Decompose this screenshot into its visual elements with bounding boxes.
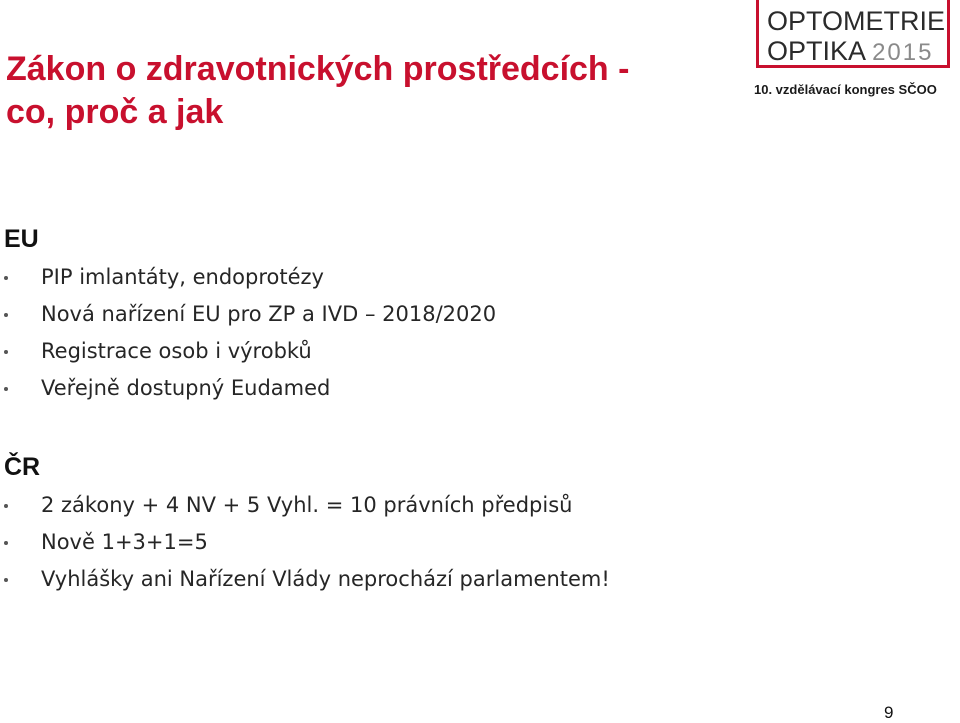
cr-bullet-text: Nově 1+3+1=5 xyxy=(41,530,208,554)
slide-title-line-1: Zákon o zdravotnických prostředcích - xyxy=(6,50,630,88)
bullet-dot-icon xyxy=(4,541,8,545)
logo-word-optika: OPTIKA xyxy=(767,36,865,66)
slide-title-line-2: co, proč a jak xyxy=(6,93,224,131)
logo-frame xyxy=(756,0,950,68)
eu-bullet-text: Nová nařízení EU pro ZP a IVD – 2018/2020 xyxy=(41,302,497,326)
eu-bullet-text: Registrace osob i výrobků xyxy=(41,339,312,363)
cr-bullet-item xyxy=(0,527,610,564)
eu-bullet-item xyxy=(0,373,496,410)
eu-section-heading: EU xyxy=(4,225,39,253)
cr-section-heading: ČR xyxy=(4,453,41,481)
eu-bullet-text: PIP imlantáty, endoprotézy xyxy=(41,265,324,289)
logo-line-optika xyxy=(767,36,933,68)
cr-bullet-item xyxy=(0,490,610,527)
bullet-dot-icon xyxy=(4,578,8,582)
cr-bullet-text: Vyhlášky ani Nařízení Vlády neprochází parlamentem! xyxy=(41,567,610,591)
eu-bullet-item xyxy=(0,336,496,373)
bullet-dot-icon xyxy=(4,350,8,354)
cr-bullet-text: 2 zákony + 4 NV + 5 Vyhl. = 10 právních předpisů xyxy=(41,493,573,517)
bullet-dot-icon xyxy=(4,313,8,317)
logo-year: 2015 xyxy=(872,39,934,66)
logo-line-optometrie: OPTOMETRIE xyxy=(767,6,946,36)
cr-bullet-list xyxy=(0,490,610,601)
eu-bullet-text: Veřejně dostupný Eudamed xyxy=(41,376,331,400)
slide-title xyxy=(6,48,766,134)
cr-bullet-item xyxy=(0,564,610,601)
bullet-dot-icon xyxy=(4,387,8,391)
eu-bullet-item xyxy=(0,262,496,299)
eu-bullet-list xyxy=(0,262,496,410)
logo-subtitle: 10. vzdělávací kongres SČOO xyxy=(754,82,937,97)
congress-logo xyxy=(752,0,960,106)
bullet-dot-icon xyxy=(4,276,8,280)
page-number: 9 xyxy=(884,703,894,722)
eu-bullet-item xyxy=(0,299,496,336)
bullet-dot-icon xyxy=(4,504,8,508)
